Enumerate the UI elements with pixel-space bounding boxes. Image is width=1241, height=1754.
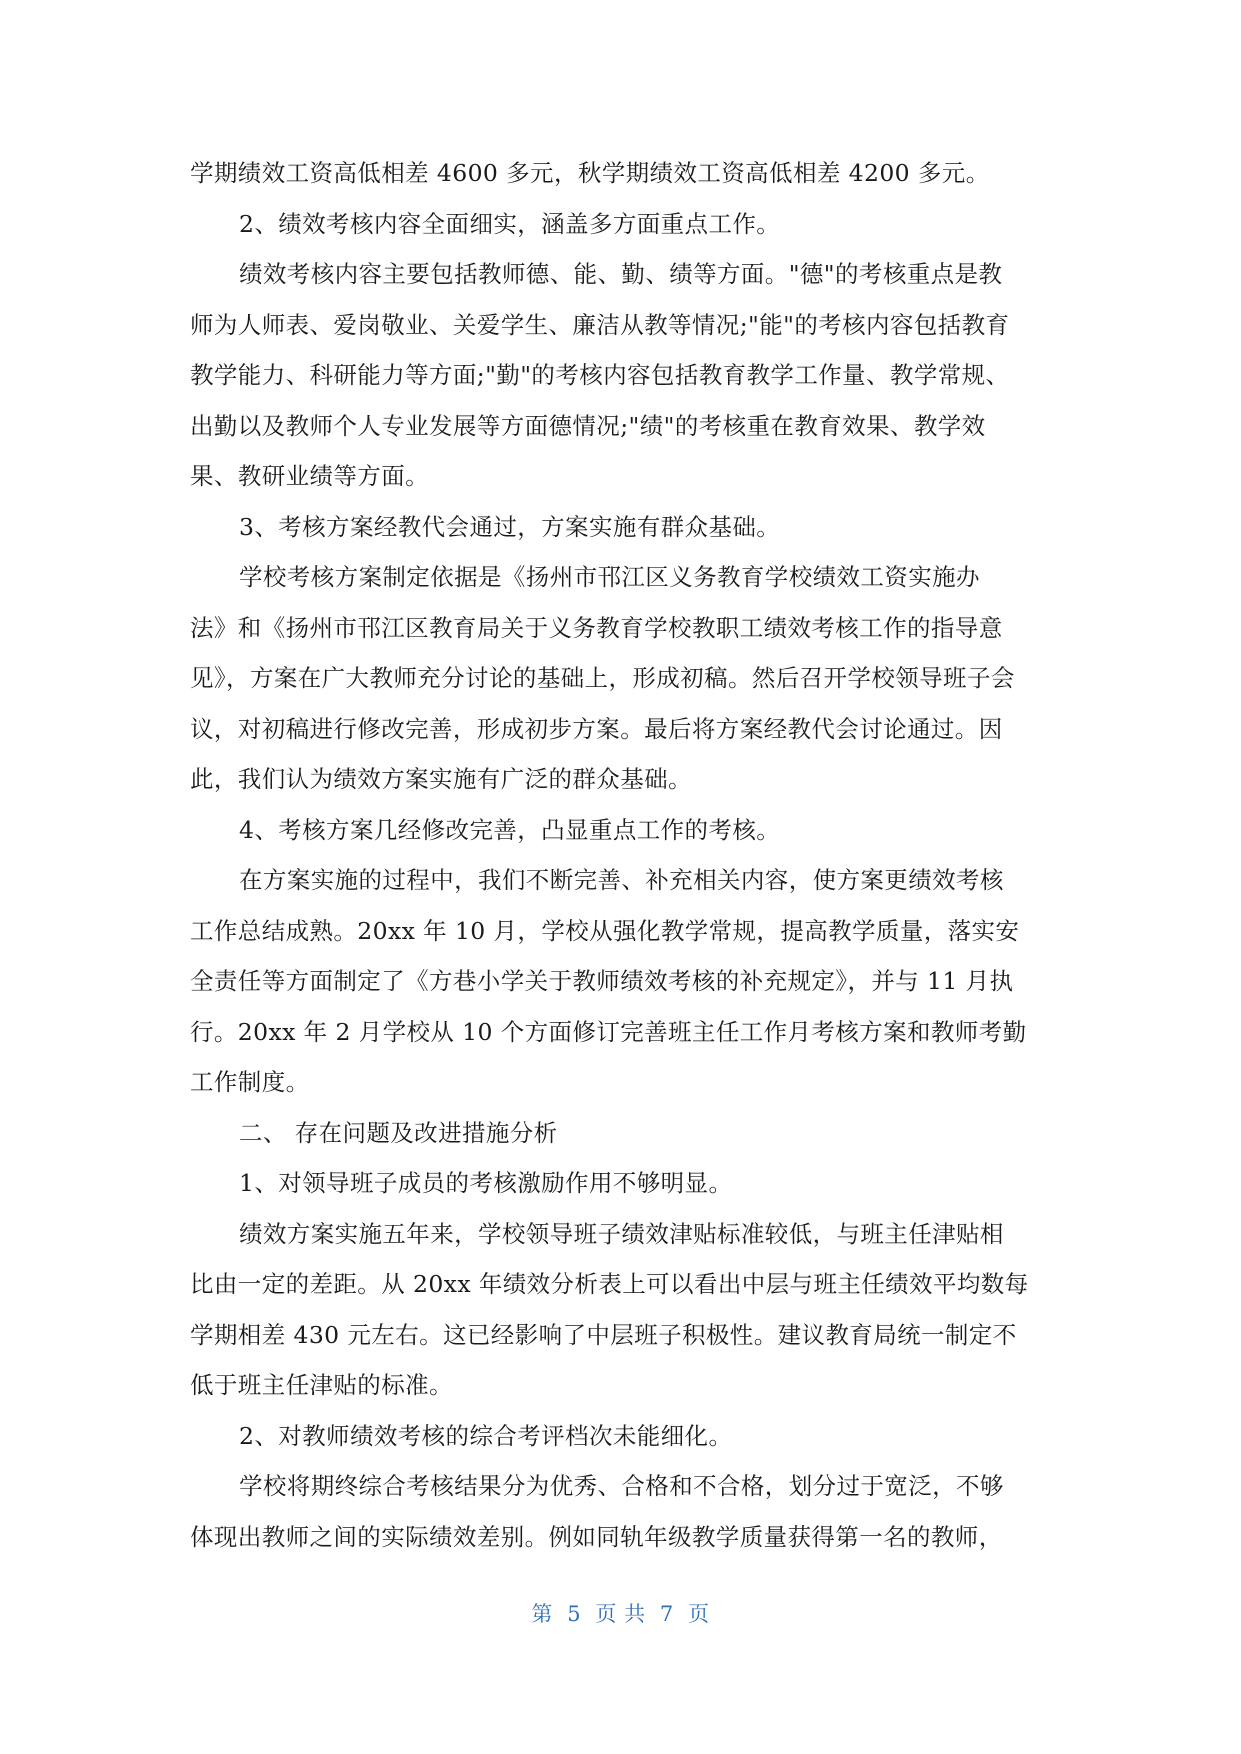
text-line: 学期绩效工资高低相差 4600 多元，秋学期绩效工资高低相差 4200 多元。	[190, 159, 990, 187]
text-line: 工作总结成熟。20xx 年 10 月，学校从强化教学常规，提高教学质量，落实安	[190, 916, 1020, 945]
text-line: 学期相差 430 元左右。这已经影响了中层班子积极性。建议教育局统一制定不	[190, 1320, 1017, 1349]
text-line: 工作制度。	[190, 1068, 310, 1096]
text-line: 行。20xx 年 2 月学校从 10 个方面修订完善班主任工作月考核方案和教师考勤	[190, 1017, 1027, 1046]
text-line: 1、对领导班子成员的考核激励作用不够明显。	[239, 1169, 733, 1197]
text-line: 见》，方案在广大教师充分讨论的基础上，形成初稿。然后召开学校领导班子会	[190, 664, 1015, 692]
text-line: 绩效考核内容主要包括教师德、能、勤、绩等方面。"德"的考核重点是教	[239, 260, 1003, 288]
text-line: 师为人师表、爱岗敬业、关爱学生、廉洁从教等情况;"能"的考核内容包括教育	[190, 310, 1010, 339]
text-line: 二、 存在问题及改进措施分析	[239, 1118, 558, 1147]
text-line: 教学能力、科研能力等方面;"勤"的考核内容包括教育教学工作量、教学常规、	[190, 361, 1010, 389]
text-line: 出勤以及教师个人专业发展等方面德情况;"绩"的考核重在教育效果、教学效	[190, 411, 986, 440]
text-line: 4、考核方案几经修改完善，凸显重点工作的考核。	[239, 815, 781, 844]
text-line: 议，对初稿进行修改完善，形成初步方案。最后将方案经教代会讨论通过。因	[190, 714, 1003, 743]
text-line: 3、考核方案经教代会通过，方案实施有群众基础。	[239, 512, 781, 541]
text-line: 法》和《扬州市邗江区教育局关于义务教育学校教职工绩效考核工作的指导意	[190, 613, 1003, 642]
text-line: 绩效方案实施五年来，学校领导班子绩效津贴标准较低，与班主任津贴相	[239, 1219, 1004, 1248]
text-line: 全责任等方面制定了《方巷小学关于教师绩效考核的补充规定》，并与 11 月执	[190, 967, 1014, 995]
text-line: 果、教研业绩等方面。	[190, 462, 429, 490]
page-number-footer: 第 5 页 共 7 页	[531, 1602, 710, 1626]
text-line: 体现出教师之间的实际绩效差别。例如同轨年级教学质量获得第一名的教师，	[190, 1522, 1003, 1551]
document-body	[190, 148, 1052, 1562]
text-line: 2、绩效考核内容全面细实，涵盖多方面重点工作。	[239, 209, 781, 238]
text-line: 低于班主任津贴的标准。	[190, 1371, 453, 1399]
text-line: 学校将期终综合考核结果分为优秀、合格和不合格，划分过于宽泛，不够	[239, 1472, 1004, 1500]
text-line: 2、对教师绩效考核的综合考评档次未能细化。	[239, 1421, 733, 1450]
text-line: 在方案实施的过程中，我们不断完善、补充相关内容，使方案更绩效考核	[239, 866, 1004, 894]
text-line: 此，我们认为绩效方案实施有广泛的群众基础。	[190, 765, 692, 793]
text-line: 比由一定的差距。从 20xx 年绩效分析表上可以看出中层与班主任绩效平均数每	[190, 1270, 1029, 1298]
text-line: 学校考核方案制定依据是《扬州市邗江区义务教育学校绩效工资实施办	[239, 563, 980, 591]
